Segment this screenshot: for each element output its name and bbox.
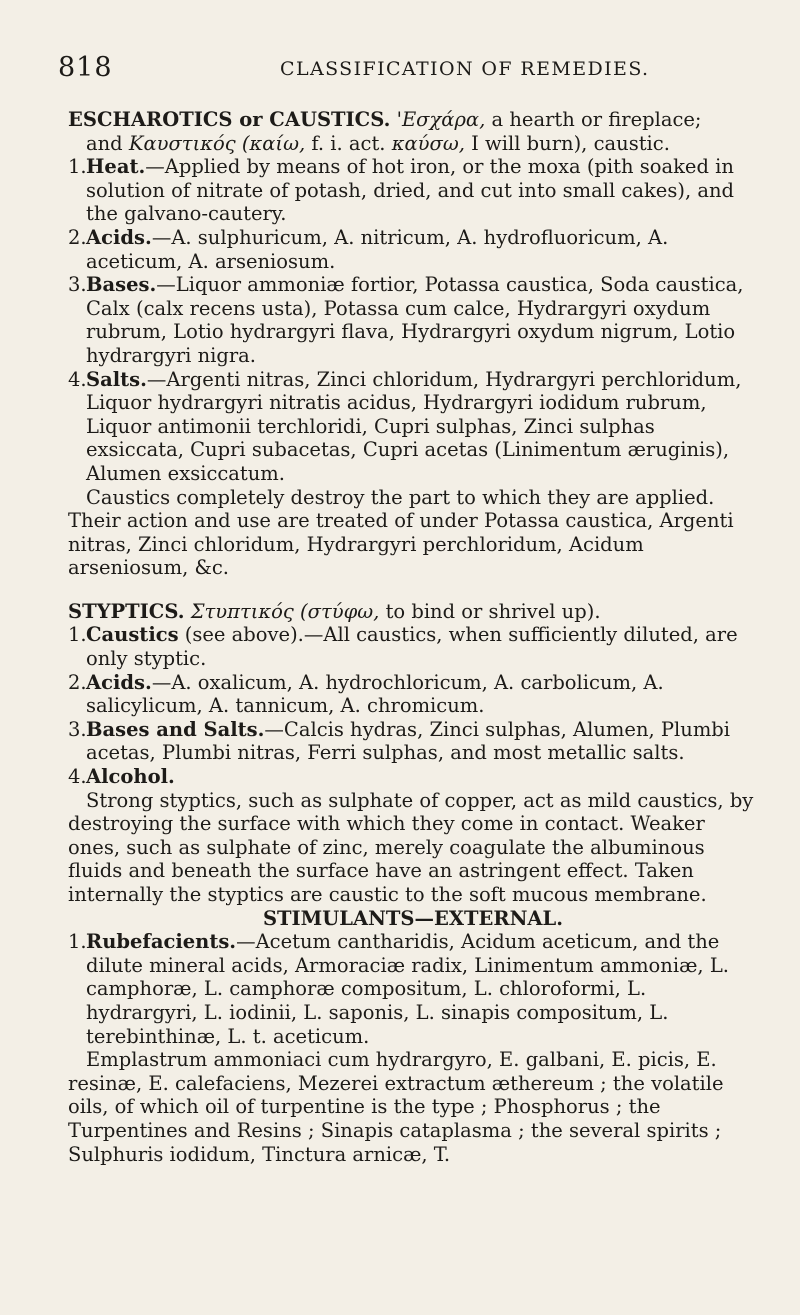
item-label: Acids. [86, 225, 152, 249]
item-text: (see above).—All caustics, when sufficiently diluted, are only styptic. [86, 623, 738, 671]
item-number: 1. [68, 930, 87, 954]
item-text: —Liquor ammoniæ fortior, Potassa caustica, Soda caustica, Calx (calx recens usta), Potassa cum calce, Hydrargyri oxydum rubrum, Lotio hydrargyri flava, Hydrargyri oxydum nigrum, Lotio hydrargyri nigra. [86, 273, 744, 367]
escharotics-intro-a: a hearth or fireplace; [491, 108, 702, 131]
list-item [68, 273, 758, 367]
item-number: 1. [68, 623, 87, 647]
item-number: 2. [68, 225, 87, 249]
escharotics-intro-b-mid: f. i. act. [311, 131, 386, 155]
styptics-paragraph: Strong styptics, such as sulphate of copper, act as mild caustics, by destroying the surface with which they come in contact. Weaker ones, such as sulphate of zinc, merely coagulate the albuminous fluids and beneath the surface have an astringent effect. Taken internally the styptics are caustic to the soft mucous membrane. [68, 788, 754, 906]
item-number: 3. [68, 273, 87, 297]
escharotics-paragraph: Caustics completely destroy the part to which they are applied. Their action and use are treated of under Potassa caustica, Argenti nitras, Zinci chloridum, Hydrargyri perchloridum, Acidum arseniosum, &c. [68, 485, 734, 580]
spacer [68, 580, 758, 600]
styptics-heading: STYPTICS. [68, 599, 185, 623]
greek-term-kaustikos: Καυστικός (καίω, [128, 131, 306, 155]
item-text: —A. sulphuricum, A. nitricum, A. hydrofluoricum, A. aceticum, A. arseniosum. [86, 225, 669, 273]
item-number: 2. [68, 670, 87, 694]
list-item [68, 930, 758, 1048]
list-item [68, 718, 758, 765]
escharotics-intro-b-prefix: and [86, 131, 123, 155]
page-body [68, 108, 758, 1166]
item-label: Bases and Salts. [86, 717, 265, 741]
item-number: 4. [68, 367, 87, 391]
page-header [58, 52, 760, 92]
stimulants-heading: STIMULANTS—EXTERNAL. [262, 906, 564, 930]
styptics-intro-text: to bind or shrivel up). [385, 599, 601, 623]
list-item [68, 623, 758, 670]
list-item [68, 671, 758, 718]
running-title: CLASSIFICATION OF REMEDIES. [280, 58, 650, 80]
item-text: —Argenti nitras, Zinci chloridum, Hydrargyri perchloridum, Liquor hydrargyri nitratis acidus, Hydrargyri iodidum rubrum, Liquor antimonii terchloridi, Cupri sulphas, Zinci sulphas exsiccata, Cupri subacetas, Cupri acetas (Linimentum æruginis), Alumen exsiccatum. [86, 367, 742, 485]
list-item [68, 155, 758, 226]
styptics-intro [68, 600, 758, 624]
item-label: Salts. [86, 367, 147, 391]
item-text: —Applied by means of hot iron, or the moxa (pith soaked in solution of nitrate of potash, dried, and cut into small cakes), and the galvano-cautery. [86, 155, 735, 226]
item-number: 1. [68, 155, 87, 179]
item-label: Bases. [86, 273, 157, 297]
list-item [68, 765, 758, 789]
escharotics-heading: ESCHAROTICS or CAUSTICS. [68, 108, 391, 131]
item-number: 3. [68, 717, 87, 741]
page-number: 818 [58, 52, 113, 83]
list-item [68, 226, 758, 273]
stimulants-paragraph: Emplastrum ammoniaci cum hydrargyro, E. galbani, E. picis, E. resinæ, E. calefaciens, Mezerei extractum æthereum ; the volatile oils, of which oil of turpentine is the type ; Phosphorus ; the Turpentines and Resins ; Sinapis cataplasma ; the several spirits ; Sulphuris iodidum, Tinctura arnicæ, T. [68, 1048, 724, 1166]
greek-term-kauso: καύσω, [391, 131, 465, 155]
item-label: Alcohol. [86, 765, 175, 789]
item-text: —A. oxalicum, A. hydrochloricum, A. carbolicum, A. salicylicum, A. tannicum, A. chromicum. [86, 670, 664, 718]
escharotics-intro [68, 108, 758, 155]
item-number: 4. [68, 765, 87, 789]
item-text: —Calcis hydras, Zinci sulphas, Alumen, Plumbi acetas, Plumbi nitras, Ferri sulphas, and most metallic salts. [86, 717, 731, 765]
greek-term-styptikos: Στυπτικός (στύφω, [190, 599, 380, 623]
item-label: Caustics [86, 623, 179, 647]
escharotics-intro-b-suffix: I will burn), caustic. [471, 131, 670, 155]
item-label: Heat. [86, 155, 146, 179]
item-label: Rubefacients. [86, 930, 237, 954]
greek-term-eschara: 'Εσχάρα, [396, 108, 486, 131]
list-item [68, 368, 758, 486]
item-text: —Acetum cantharidis, Acidum aceticum, and the dilute mineral acids, Armoraciæ radix, Linimentum ammoniæ, L. camphoræ, L. camphoræ compositum, L. chloroformi, L. hydrargyri, L. iodinii, L. saponis, L. sinapis compositum, L. terebinthinæ, L. t. aceticum. [86, 930, 729, 1048]
item-label: Acids. [86, 670, 152, 694]
